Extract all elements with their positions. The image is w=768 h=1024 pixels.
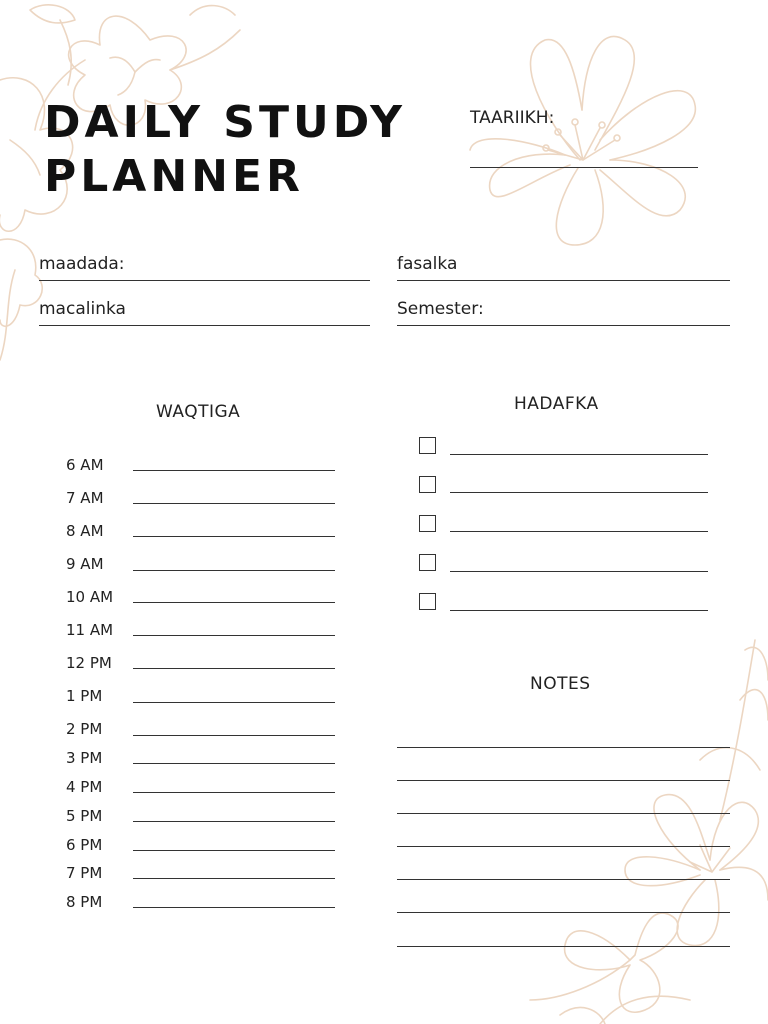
notes-heading: NOTES — [530, 674, 591, 694]
goal-line[interactable] — [450, 571, 708, 572]
time-label: 4 PM — [66, 778, 103, 796]
note-line[interactable] — [397, 879, 730, 880]
checkbox-icon[interactable] — [419, 437, 436, 454]
time-slot-line[interactable] — [133, 792, 335, 793]
time-label: 3 PM — [66, 749, 103, 767]
time-label: 5 PM — [66, 807, 103, 825]
note-line[interactable] — [397, 747, 730, 748]
page-title-line-2: PLANNER — [44, 151, 304, 202]
time-slot-line[interactable] — [133, 821, 335, 822]
checkbox-icon[interactable] — [419, 515, 436, 532]
checkbox-icon[interactable] — [419, 476, 436, 493]
flower-icon — [470, 36, 695, 245]
time-label: 6 PM — [66, 836, 103, 854]
goal-line[interactable] — [450, 492, 708, 493]
page-title — [44, 96, 406, 204]
time-label: 11 AM — [66, 621, 114, 639]
goal-line[interactable] — [450, 454, 708, 455]
subject-label: maadada: — [39, 254, 125, 274]
date-field[interactable] — [470, 167, 698, 168]
note-line[interactable] — [397, 946, 730, 947]
time-slot-line[interactable] — [133, 907, 335, 908]
schedule-heading: WAQTIGA — [156, 402, 241, 422]
time-slot-line[interactable] — [133, 570, 335, 571]
goals-heading: HADAFKA — [514, 394, 599, 414]
class-label: fasalka — [397, 254, 458, 274]
teacher-field[interactable] — [39, 325, 370, 326]
goal-line[interactable] — [450, 610, 708, 611]
semester-field[interactable] — [397, 325, 730, 326]
page-title-line-1: DAILY STUDY — [44, 97, 406, 148]
time-slot-line[interactable] — [133, 536, 335, 537]
time-slot-line[interactable] — [133, 470, 335, 471]
checkbox-icon[interactable] — [419, 593, 436, 610]
time-label: 9 AM — [66, 555, 104, 573]
note-line[interactable] — [397, 846, 730, 847]
time-slot-line[interactable] — [133, 602, 335, 603]
time-label: 1 PM — [66, 687, 103, 705]
time-label: 2 PM — [66, 720, 103, 738]
note-line[interactable] — [397, 912, 730, 913]
time-slot-line[interactable] — [133, 702, 335, 703]
time-slot-line[interactable] — [133, 503, 335, 504]
note-line[interactable] — [397, 813, 730, 814]
time-slot-line[interactable] — [133, 635, 335, 636]
teacher-label: macalinka — [39, 299, 126, 319]
time-slot-line[interactable] — [133, 763, 335, 764]
semester-label: Semester: — [397, 299, 484, 319]
time-label: 10 AM — [66, 588, 114, 606]
time-slot-line[interactable] — [133, 878, 335, 879]
checkbox-icon[interactable] — [419, 554, 436, 571]
time-label: 8 PM — [66, 893, 103, 911]
time-slot-line[interactable] — [133, 668, 335, 669]
subject-field[interactable] — [39, 280, 370, 281]
time-slot-line[interactable] — [133, 735, 335, 736]
time-label: 7 AM — [66, 489, 104, 507]
note-line[interactable] — [397, 780, 730, 781]
time-label: 12 PM — [66, 654, 112, 672]
time-slot-line[interactable] — [133, 850, 335, 851]
goal-line[interactable] — [450, 531, 708, 532]
time-label: 6 AM — [66, 456, 104, 474]
time-label: 7 PM — [66, 864, 103, 882]
flower-icon — [625, 795, 768, 946]
time-label: 8 AM — [66, 522, 104, 540]
date-label: TAARIIKH: — [470, 108, 555, 128]
class-field[interactable] — [397, 280, 730, 281]
